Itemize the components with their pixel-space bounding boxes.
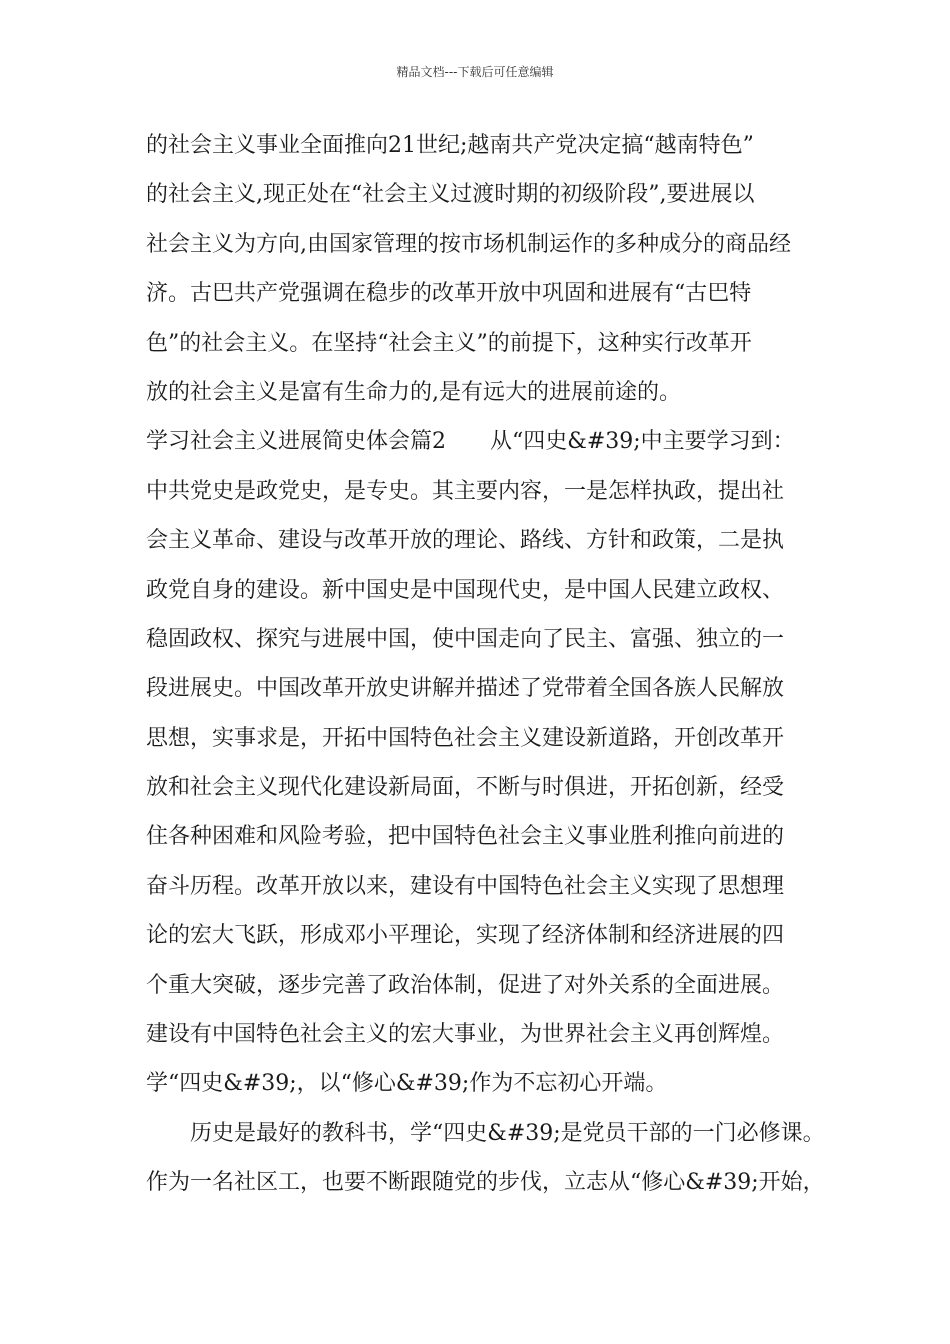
text-line: 济。古巴共产党强调在稳步的改革开放中巩固和进展有“古巴特	[146, 281, 752, 307]
page-header: 精品文档---下载后可任意编辑	[396, 65, 554, 79]
paragraph-first-line: 历史是最好的教科书，学“四史&#39;是党员干部的一门必修课。	[190, 1120, 825, 1146]
text-line: 政党自身的建设。新中国史是中国现代史，是中国人民建立政权、	[146, 577, 785, 603]
text-line: 放和社会主义现代化建设新局面，不断与时俱进，开拓创新，经受	[146, 775, 785, 801]
text-line: 会主义革命、建设与改革开放的理论、路线、方针和政策，二是执	[146, 528, 785, 554]
heading-continuation: 从“四史&#39;中主要学习到：	[490, 429, 795, 455]
text-line: 稳固政权、探究与进展中国，使中国走向了民主、富强、独立的一	[146, 626, 785, 652]
text-line: 住各种困难和风险考验，把中国特色社会主义事业胜利推向前进的	[146, 824, 785, 850]
section-heading: 学习社会主义进展简史体会篇2	[146, 429, 446, 455]
section-heading-line	[146, 424, 826, 473]
text-line: 的社会主义,现正处在“社会主义过渡时期的初级阶段”,要进展以	[146, 182, 755, 208]
text-line: 思想，实事求是，开拓中国特色社会主义建设新道路，开创改革开	[146, 725, 785, 751]
document-body	[146, 128, 826, 1215]
text-line: 个重大突破，逐步完善了政治体制，促进了对外关系的全面进展。	[146, 972, 785, 998]
text-line: 论的宏大飞跃，形成邓小平理论，实现了经济体制和经济进展的四	[146, 923, 785, 949]
text-line: 的社会主义事业全面推向21世纪;越南共产党决定搞“越南特色”	[146, 133, 754, 158]
text-line: 社会主义为方向,由国家管理的按市场机制运作的多种成分的商品经	[146, 231, 791, 257]
text-line: 段进展史。中国改革开放史讲解并描述了党带着全国各族人民解放	[146, 676, 785, 702]
text-line: 建设有中国特色社会主义的宏大事业，为世界社会主义再创辉煌。	[146, 1022, 785, 1048]
text-line: 色”的社会主义。在坚持“社会主义”的前提下，这种实行改革开	[146, 330, 752, 356]
text-line: 作为一名社区工，也要不断跟随党的步伐，立志从“修心&#39;开始，	[146, 1170, 825, 1196]
text-line: 奋斗历程。改革开放以来，建设有中国特色社会主义实现了思想理	[146, 873, 785, 899]
text-line: 学“四史&#39;，以“修心&#39;作为不忘初心开端。	[146, 1071, 668, 1097]
text-line: 放的社会主义是富有生命力的,是有远大的进展前途的。	[146, 379, 681, 405]
text-line: 中共党史是政党史，是专史。其主要内容，一是怎样执政，提出社	[146, 478, 785, 504]
